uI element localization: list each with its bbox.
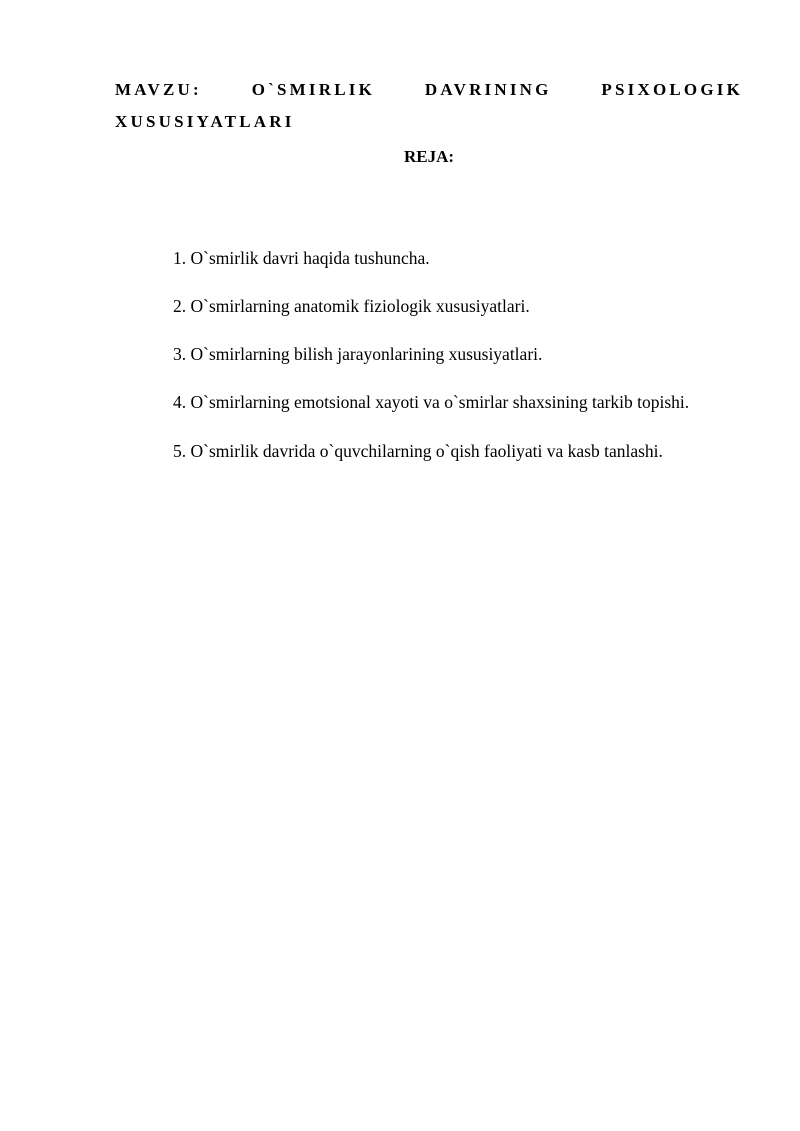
plan-item-2: 2. O`smirlarning anatomik fiziologik xususiyatlari. xyxy=(173,296,530,316)
plan-item-4: 4. O`smirlarning emotsional xayoti va o`smirlar shaxsining tarkib topishi. xyxy=(173,392,690,412)
plan-heading: REJA: xyxy=(403,147,455,166)
plan-item-1: 1. O`smirlik davri haqida tushuncha. xyxy=(173,248,430,268)
plan-item-3: 3. O`smirlarning bilish jarayonlarining xususiyatlari. xyxy=(173,344,543,364)
document-title-line-2: XUSUSIYATLARI xyxy=(115,112,295,131)
plan-list xyxy=(115,243,743,484)
document-title-line-1: MAVZU: O`SMIRLIK DAVRINING PSIXOLOGIK xyxy=(115,80,743,99)
plan-item-5: 5. O`smirlik davrida o`quvchilarning o`qish faoliyati va kasb tanlashi. xyxy=(173,441,663,461)
